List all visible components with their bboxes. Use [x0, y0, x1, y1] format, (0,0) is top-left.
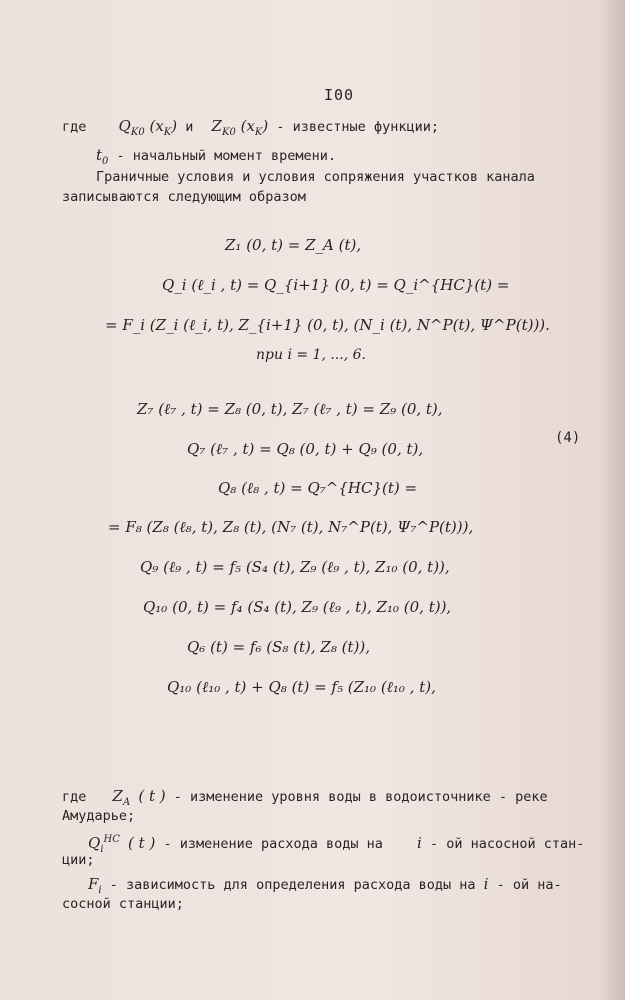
fi-symbol: $F_i$ — [88, 875, 102, 896]
intro-suffix: - известные функции; — [276, 119, 439, 135]
definition-2: $Q_i^{HC}$ ( t ) - изменение расхода воды на i - ой насосной стан- — [88, 834, 585, 855]
page-number: I00 — [324, 86, 355, 104]
definition-1: где $Z_A$ ( t ) - изменение уровня воды в водоисточнике - реке — [62, 787, 548, 808]
intro-prefix: где — [62, 119, 87, 135]
paragraph-line-2: записываются следующим образом — [62, 189, 306, 205]
equation-line: Q₉ (ℓ₉ , t) = f₅ (S₄ (t), Z₉ (ℓ₉ , t), Z₁₀ (0, t)), — [140, 558, 450, 576]
paragraph-line-1: Граничные условия и условия сопряжения участков канала — [96, 169, 535, 185]
equation-line: Q₁₀ (0, t) = f₄ (S₄ (t), Z₉ (ℓ₉ , t), Z₁₀ (0, t)), — [143, 598, 452, 616]
equation-line: Q_i (ℓ_i , t) = Q_{i+1} (0, t) = Q_i^{HC}(t) = — [162, 276, 510, 294]
equation-line: Q₁₀ (ℓ₁₀ , t) + Q₈ (t) = f₅ (Z₁₀ (ℓ₁₀ , t), — [167, 678, 436, 696]
equation-condition: при i = 1, ..., 6. — [256, 347, 366, 363]
equation-number: (4) — [555, 430, 581, 446]
equation-line: = F_i (Z_i (ℓ_i, t), Z_{i+1} (0, t), (N_i (t), N^P(t), Ψ^P(t))). — [105, 316, 550, 334]
qi-hc-symbol: $Q_i^{HC}$ — [88, 834, 120, 855]
intro-line-1 — [62, 116, 439, 143]
intro-and: и — [185, 119, 194, 135]
za-symbol: $Z_A$ — [112, 787, 131, 808]
equation-line: = F₈ (Z₈ (ℓ₈, t), Z₈ (t), (N₇ (t), N₇^P(t), Ψ₇^P(t))), — [108, 518, 474, 536]
equation-line: Q₆ (t) = f₆ (S₈ (t), Z₈ (t)), — [187, 638, 370, 656]
q-k0-symbol: $Q_{K0}$ $(x_K)$ — [118, 117, 178, 138]
equation-line: Q₇ (ℓ₇ , t) = Q₈ (0, t) + Q₉ (0, t), — [187, 440, 424, 458]
definition-1-cont: Амударье; — [62, 808, 136, 824]
definition-3-cont: сосной станции; — [62, 896, 184, 912]
equation-line: Z₇ (ℓ₇ , t) = Z₈ (0, t), Z₇ (ℓ₇ , t) = Z₉ (0, t), — [137, 400, 443, 418]
definition-2-cont: ции; — [62, 852, 95, 868]
t0-description: - начальный момент времени. — [116, 148, 336, 164]
equation-line: Z₁ (0, t) = Z_A (t), — [225, 236, 362, 254]
definition-3: $F_i$ - зависимость для определения расхода воды на i - ой на- — [88, 875, 562, 896]
t0-symbol: $t_0$ — [96, 146, 109, 167]
equation-line: Q₈ (ℓ₈ , t) = Q₇^{HC}(t) = — [218, 479, 418, 497]
z-k0-symbol: $Z_{K0}$ $(x_K)$ — [211, 117, 269, 138]
